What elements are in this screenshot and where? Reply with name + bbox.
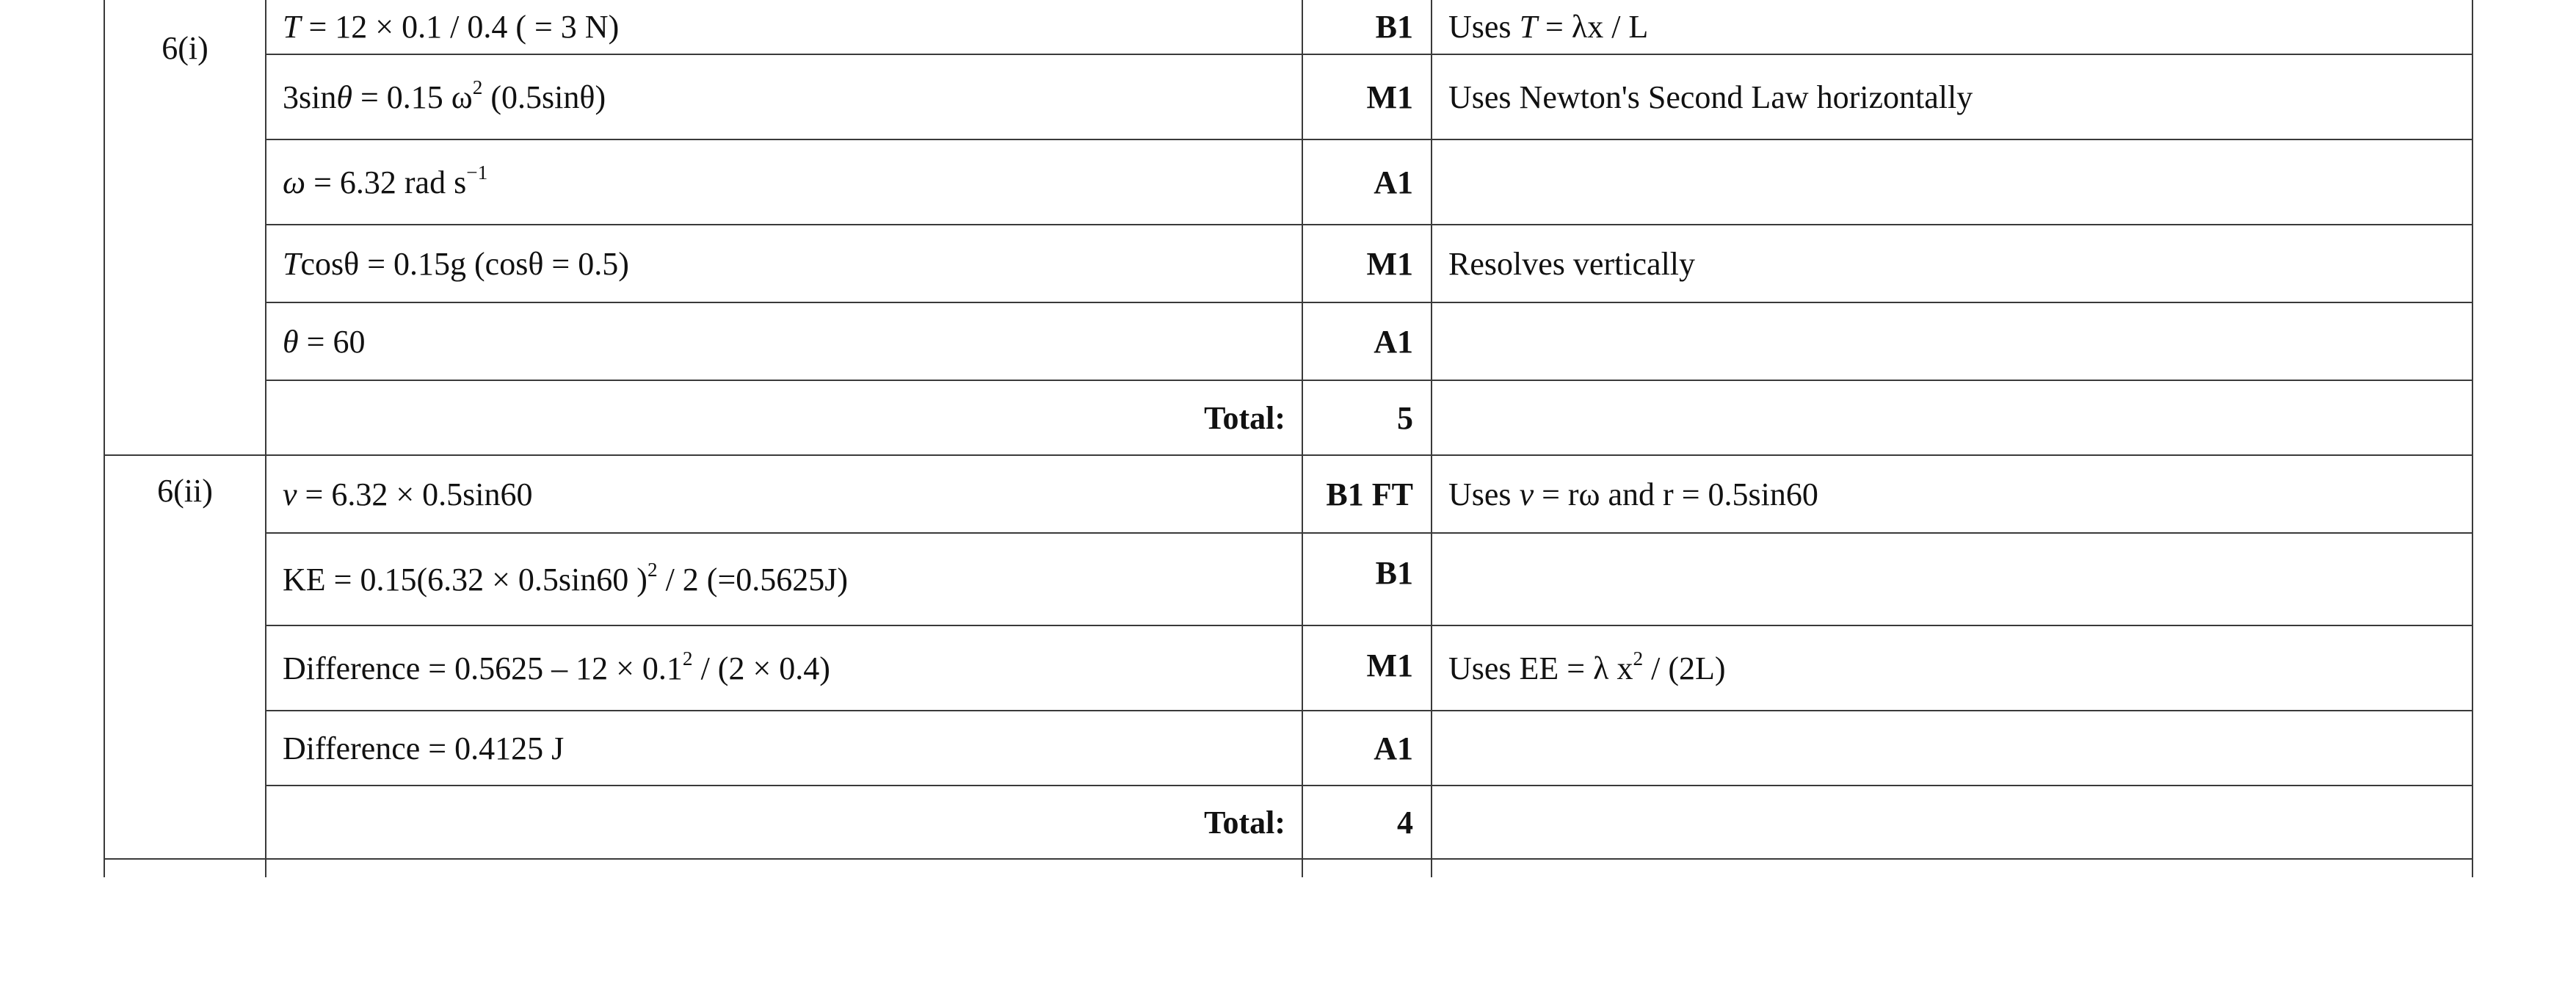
answer-cell: T = 12 × 0.1 / 0.4 ( = 3 N) xyxy=(266,0,1302,54)
guidance-cell: Uses Newton's Second Law horizontally xyxy=(1432,54,2472,139)
answer-cell: ω = 6.32 rad $s^{-1}$ xyxy=(266,139,1302,225)
mark-cell: A1 xyxy=(1302,139,1432,225)
answer-cell: θ = 60 xyxy=(266,302,1302,380)
mark-cell: A1 xyxy=(1302,711,1432,786)
mark-scheme-table xyxy=(104,0,2473,877)
mark-cell: M1 xyxy=(1302,225,1432,302)
continuation-cell xyxy=(266,859,1302,877)
continuation-cell xyxy=(1432,859,2472,877)
total-label: Total: xyxy=(266,786,1302,859)
answer-cell: Tcosθ = 0.15g (cosθ = 0.5) xyxy=(266,225,1302,302)
continuation-cell xyxy=(1302,859,1432,877)
mark-cell: B1 xyxy=(1302,0,1432,54)
guidance-cell xyxy=(1432,139,2472,225)
guidance-cell xyxy=(1432,711,2472,786)
guidance-cell: Uses T = λx / L xyxy=(1432,0,2472,54)
guidance-cell xyxy=(1432,380,2472,455)
answer-cell: Difference = 0.4125 J xyxy=(266,711,1302,786)
guidance-cell: Uses EE = λ $x^2 / (2L)$ xyxy=(1432,625,2472,711)
guidance-cell xyxy=(1432,786,2472,859)
mark-cell: A1 xyxy=(1302,302,1432,380)
answer-cell: v = 6.32 × 0.5sin60 xyxy=(266,455,1302,533)
mark-cell: B1 xyxy=(1302,533,1432,625)
total-mark: 4 xyxy=(1302,786,1432,859)
total-label: Total: xyxy=(266,380,1302,455)
mark-cell: M1 xyxy=(1302,625,1432,711)
answer-cell: 3sinθ = 0.15 $\omega^2$ (0.5sinθ) xyxy=(266,54,1302,139)
guidance-cell xyxy=(1432,533,2472,625)
question-number: 6(ii) xyxy=(104,455,266,859)
guidance-cell xyxy=(1432,302,2472,380)
answer-cell: Difference = $0.5625 - 12 \times 0.1^2 / (2 \times 0.4)$ xyxy=(266,625,1302,711)
question-number: 6(i) xyxy=(104,0,266,455)
answer-cell: KE = 0.15(6.32 × 0.5sin60 )$^2$ / 2 (=0.5625J) xyxy=(266,533,1302,625)
guidance-cell: Resolves vertically xyxy=(1432,225,2472,302)
mark-cell: B1 FT xyxy=(1302,455,1432,533)
mark-cell: M1 xyxy=(1302,54,1432,139)
guidance-cell: Uses v = rω and r = 0.5sin60 xyxy=(1432,455,2472,533)
continuation-cell xyxy=(104,859,266,877)
total-mark: 5 xyxy=(1302,380,1432,455)
